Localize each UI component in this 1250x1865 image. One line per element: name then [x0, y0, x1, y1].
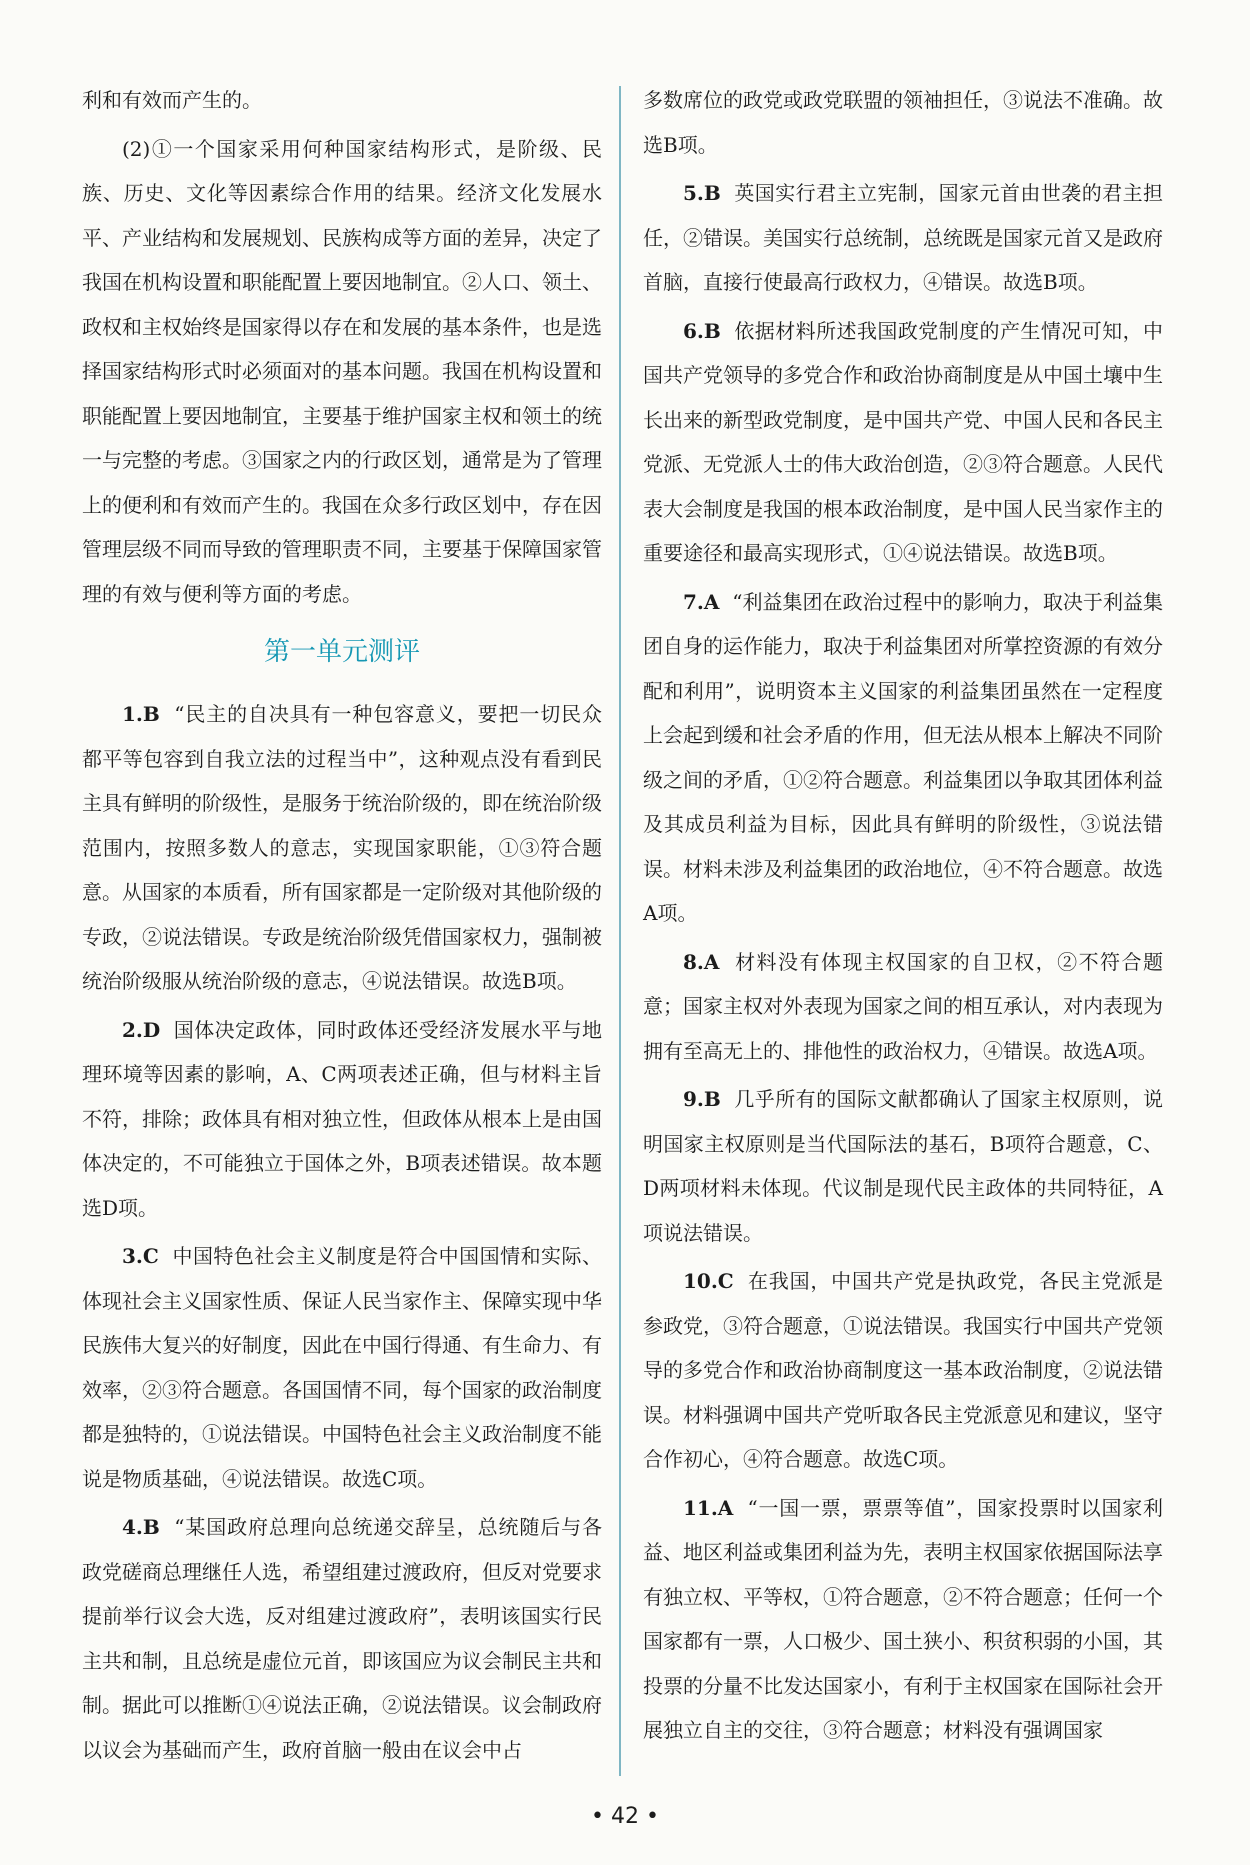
paragraph: 利和有效而产生的。: [82, 88, 262, 112]
column-divider: [619, 86, 621, 1776]
answer-item: [643, 309, 1163, 576]
answer-item: [643, 1259, 1163, 1482]
answer-number: 7.A: [683, 589, 720, 614]
answer-number: 8.A: [683, 949, 720, 974]
answer-number: 1.B: [122, 702, 160, 726]
paragraph: (2)①一个国家采用何种国家结构形式，是阶级、民族、历史、文化等因素综合作用的结果。经济文化发展水平、产业结构和发展规划、民族构成等方面的差异，决定了我国在机构设置和职能配置上要因地制宜。②人口、领土、政权和主权始终是国家得以存在和发展的基本条件，也是选择国家结构形式时必须面对的基本问题。我国在机构设置和职能配置上要因地制宜，主要基于维护国家主权和领土的统一与完整的考虑。③国家之内的行政区划，通常是为了管理上的便利和有效而产生的。我国在众多行政区划中，存在因管理层级不同而导致的管理职责不同，主要基于保障国家管理的有效与便利等方面的考虑。: [82, 136, 602, 606]
answer-text: 中国特色社会主义制度是符合中国国情和实际、体现社会主义国家性质、保证人民当家作主、保障实现中华民族伟大复兴的好制度，因此在中国行得通、有生命力、有效率，②③符合题意。各国国情不同，每个国家的政治制度都是独特的，①说法错误。中国特色社会主义政治制度不能说是物质基础，④说法错误。故选C项。: [82, 1244, 602, 1491]
answer-item: [643, 171, 1163, 305]
answer-item: [82, 1234, 602, 1501]
answer-text: “利益集团在政治过程中的影响力，取决于利益集团自身的运作能力，取决于利益集团对所掌控资源的有效分配和利用”，说明资本主义国家的利益集团虽然在一定程度上会起到缓和社会矛盾的作用，但无法从根本上解决不同阶级之间的矛盾，①②符合题意。利益集团以争取其团体利益及其成员利益为目标，因此具有鲜明的阶级性，③说法错误。材料未涉及利益集团的政治地位，④不符合题意。故选A项。: [643, 589, 1163, 925]
left-column: [82, 78, 602, 1776]
answer-text: 在我国，中国共产党是执政党，各民主党派是参政党，③符合题意，①说法错误。我国实行中国共产党领导的多党合作和政治协商制度这一基本政治制度，②说法错误。材料强调中国共产党听取各民主党派意见和建议，坚守合作初心，④符合题意。故选C项。: [643, 1269, 1164, 1471]
answer-item: [643, 1486, 1163, 1753]
answer-item: [82, 1008, 602, 1231]
answer-text: 依据材料所述我国政党制度的产生情况可知，中国共产党领导的多党合作和政治协商制度是从中国土壤中生长出来的新型政党制度，是中国共产党、中国人民和各民主党派、无党派人士的伟大政治创造，②③符合题意。人民代表大会制度是我国的根本政治制度，是中国人民当家作主的重要途径和最高实现形式，①④说法错误。故选B项。: [643, 318, 1163, 565]
answer-number: 6.B: [683, 318, 721, 343]
paragraph: 多数席位的政党或政党联盟的领袖担任，③说法不准确。故选B项。: [643, 88, 1163, 157]
section-title: 第一单元测评: [263, 637, 420, 667]
answer-item: [643, 580, 1163, 936]
answer-text: “民主的自决具有一种包容意义，要把一切民众都平等包容到自我立法的过程当中”，这种观点没有看到民主具有鲜明的阶级性，是服务于统治阶级的，即在统治阶级范围内，按照多数人的意志，实现国家职能，①③符合题意。从国家的本质看，所有国家都是一定阶级对其他阶级的专政，②说法错误。专政是统治阶级凭借国家权力，强制被统治阶级服从统治阶级的意志，④说法错误。故选B项。: [82, 702, 602, 993]
answer-text: 几乎所有的国际文献都确认了国家主权原则，说明国家主权原则是当代国际法的基石，B项符合题意，C、D两项材料未体现。代议制是现代民主政体的共同特征，A项说法错误。: [643, 1087, 1163, 1245]
answer-number: 9.B: [683, 1087, 721, 1111]
answer-number: 5.B: [683, 181, 721, 205]
answer-text: “某国政府总理向总统递交辞呈，总统随后与各政党磋商总理继任人选，希望组建过渡政府，但反对党要求提前举行议会大选，反对组建过渡政府”，表明该国实行民主共和制，且总统是虚位元首，即该国应为议会制民主共和制。据此可以推断①④说法正确，②说法错误。议会制政府以议会为基础而产生，政府首脑一般由在议会中占: [82, 1515, 602, 1762]
answer-item: [82, 1505, 602, 1772]
answer-number: 3.C: [122, 1244, 159, 1268]
answer-number: 2.D: [122, 1017, 161, 1042]
answer-text: 国体决定政体，同时政体还受经济发展水平与地理环境等因素的影响，A、C两项表述正确，但与材料主旨不符，排除；政体具有相对独立性，但政体从根本上是由国体决定的，不可能独立于国体之外，B项表述错误。故本题选D项。: [82, 1017, 603, 1220]
answer-item: [643, 940, 1163, 1074]
answer-number: 4.B: [122, 1515, 160, 1539]
answer-item: [82, 692, 602, 1004]
answer-item: [643, 1077, 1163, 1255]
answer-number: 11.A: [683, 1495, 734, 1520]
answer-text: 英国实行君主立宪制，国家元首由世袭的君主担任，②错误。美国实行总统制，总统既是国家元首又是政府首脑，直接行使最高行政权力，④错误。故选B项。: [643, 181, 1163, 294]
answer-text: “一国一票，票票等值”，国家投票时以国家利益、地区利益或集团利益为先，表明主权国家依据国际法享有独立权、平等权，①符合题意，②不符合题意；任何一个国家都有一票，人口极少、国土狭小、积贫积弱的小国，其投票的分量不比发达国家小，有利于主权国家在国际社会开展独立自主的交往，③符合题意；材料没有强调国家: [643, 1495, 1163, 1742]
answer-text: 材料没有体现主权国家的自卫权，②不符合题意；国家主权对外表现为国家之间的相互承认，对内表现为拥有至高无上的、排他性的政治权力，④错误。故选A项。: [643, 949, 1163, 1063]
page-number: • 42 •: [591, 1804, 659, 1829]
answer-number: 10.C: [683, 1269, 734, 1293]
right-column: [643, 78, 1163, 1757]
